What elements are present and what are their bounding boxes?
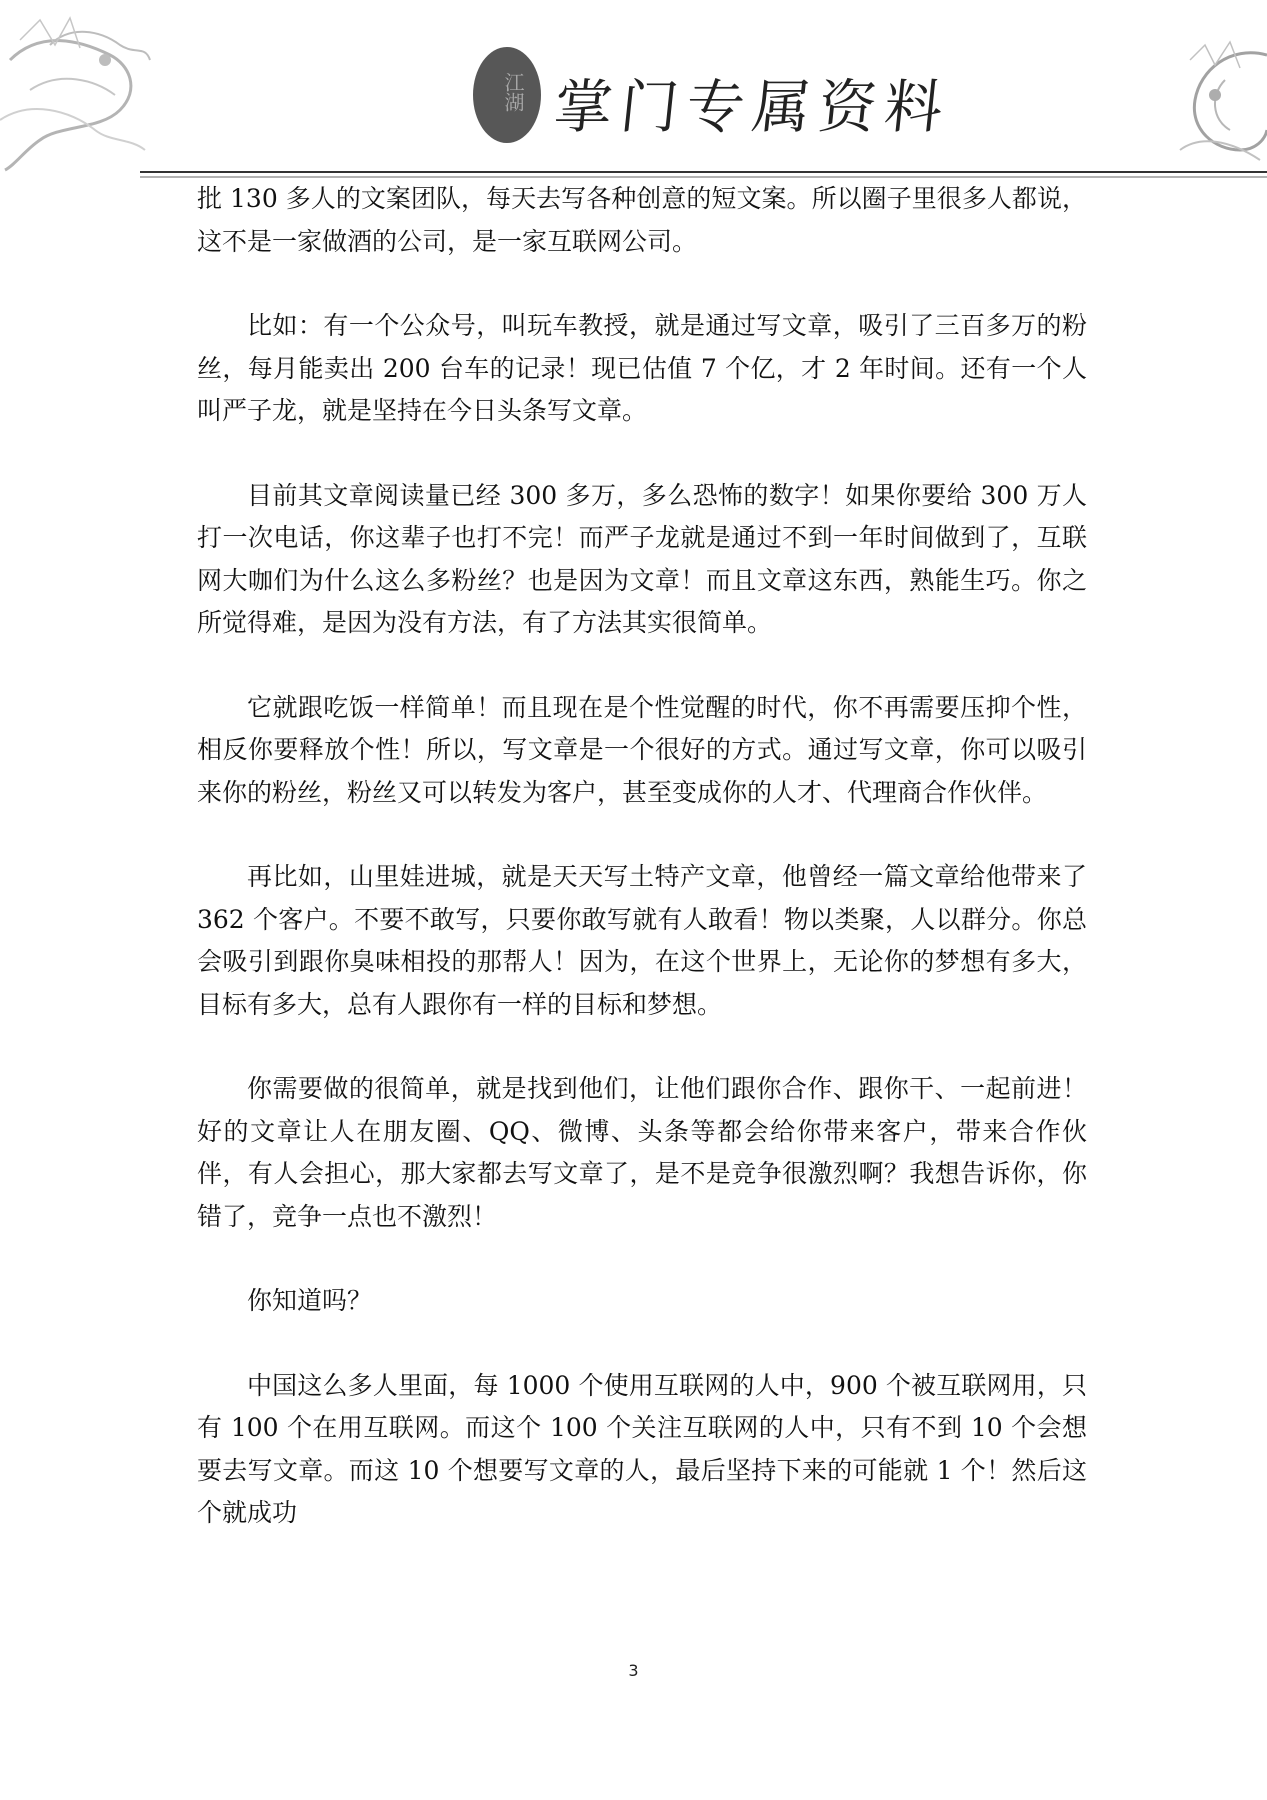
page-header [0,0,1267,185]
paragraph: 批 130 多人的文案团队，每天去写各种创意的短文案。所以圈子里很多人都说，这不是一家做酒的公司，是一家互联网公司。 [197,184,1087,256]
paragraph: 再比如，山里娃进城，就是天天写土特产文章，他曾经一篇文章给他带来了 362 个客户。不要不敢写，只要你敢写就有人敢看！物以类聚，人以群分。你总会吸引到跟你臭味相投的那帮人！因为，在这个世界上，无论你的梦想有多大，目标有多大，总有人跟你有一样的目标和梦想。 [197,862,1087,1019]
page-number: 3 [628,1661,639,1680]
paragraph: 你需要做的很简单，就是找到他们，让他们跟你合作、跟你干、一起前进！好的文章让人在朋友圈、QQ、微博、头条等都会给你带来客户，带来合作伙伴，有人会担心，那大家都去写文章了，是不是竞争很激烈啊？我想告诉你，你错了，竞争一点也不激烈！ [197,1074,1087,1231]
paragraph: 比如：有一个公众号，叫玩车教授，就是通过写文章，吸引了三百多万的粉丝，每月能卖出 200 台车的记录！现已估值 7 个亿，才 2 年时间。还有一个人叫严子龙，就是坚持在今日头条写文章。 [197,311,1087,425]
paragraph: 中国这么多人里面，每 1000 个使用互联网的人中，900 个被互联网用，只有 100 个在用互联网。而这个 100 个关注互联网的人中，只有不到 10 个会想要去写文章。而这 10 个想要写文章的人，最后坚持下来的可能就 1 个！然后这个就成功 [197,1370,1087,1527]
seal-text: 江湖 [501,72,525,112]
paragraph: 它就跟吃饭一样简单！而且现在是个性觉醒的时代，你不再需要压抑个性，相反你要释放个性！所以，写文章是一个很好的方式。通过写文章，你可以吸引来你的粉丝，粉丝又可以转发为客户，甚至变成你的人才、代理商合作伙伴。 [197,692,1087,807]
document-body [197,178,1087,1577]
header-title: 掌门专属资料 [550,73,955,141]
paragraph: 目前其文章阅读量已经 300 多万，多么恐怖的数字！如果你要给 300 万人打一次电话，你这辈子也打不完！而严子龙就是通过不到一年时间做到了，互联网大咖们为什么这么多粉丝？也是因为文章！而且文章这东西，熟能生巧。你之所觉得难，是因为没有方法，有了方法其实很简单。 [197,480,1087,637]
left-dragon-ornament [0,18,150,170]
right-dragon-ornament [1180,42,1267,160]
paragraph: 你知道吗？ [247,1286,373,1315]
